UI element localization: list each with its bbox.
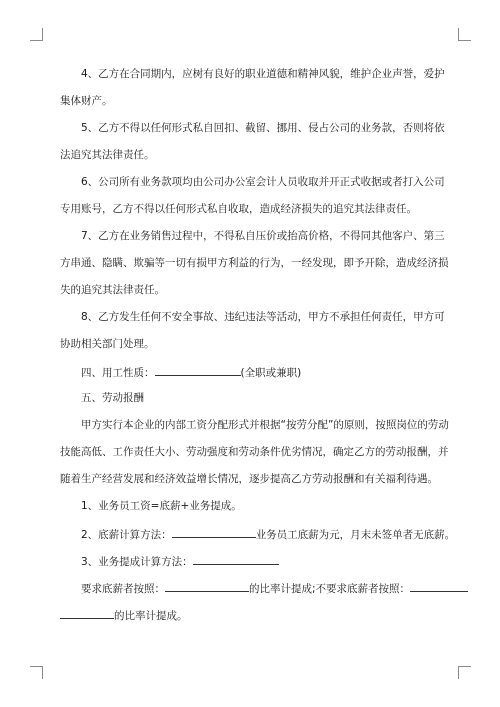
pay-paragraph-line-1: 甲方实行本企业的内部工资分配形式并根据“按劳分配”的原则，按照岗位的劳动 [81, 419, 449, 431]
rate-end-text: 的比率计提成。 [114, 610, 188, 622]
item-2-base-salary [81, 526, 455, 542]
section-4-employment-type [81, 364, 301, 380]
clause-4-line-1: 4、乙方在合同期内，应树有良好的职业道德和精神风貌，维护企业声誉，爱护 [81, 68, 445, 80]
section-5-title: 五、劳动报酬 [81, 392, 144, 404]
pay-paragraph-line-3: 随着生产经营发展和经济效益增长情况，逐步提高乙方劳动报酬和有关福利待遇。 [60, 473, 438, 485]
clause-5-line-1: 5、乙方不得以任何形式私自回扣、截留、挪用、侵占公司的业务款，否则将依 [81, 122, 445, 134]
clause-7-line-2: 方串通、隐瞒、欺骗等一切有损甲方利益的行为，一经发现，即予开除，造成经济损 [60, 257, 449, 269]
commission-rate-line-2 [60, 607, 188, 623]
clause-7-line-1: 7、乙方在业务销售过程中，不得私自压价或抬高价格，不得同其他客户、第三 [81, 230, 445, 242]
clause-6-line-2: 专用账号，乙方不得以任何形式私自收取，造成经济损失的追究其法律责任。 [60, 203, 417, 215]
crop-mark-top-right [458, 28, 471, 41]
clause-8-line-1: 8、乙方发生任何不安全事故、违纪违法等活动，甲方不承担任何责任，甲方可 [81, 311, 445, 323]
item-1-salary: 1、业务员工资=底薪+业务提成。 [81, 500, 242, 512]
rate-without-base-blank-part-1[interactable] [410, 580, 468, 592]
clause-6-line-1: 6、公司所有业务款项均由公司办公室会计人员收取并开正式收据或者打入公司 [81, 176, 445, 188]
employment-type-note: (全职或兼职) [240, 367, 302, 379]
crop-mark-bottom-left [30, 666, 43, 679]
commission-blank[interactable] [193, 553, 279, 565]
commission-label: 3、业务提成计算方法： [81, 556, 193, 568]
rate-without-base-label: 的比率计提成;不要求底薪者按照： [249, 583, 411, 595]
employment-type-blank[interactable] [155, 364, 241, 376]
clause-4-line-2: 集体财产。 [60, 95, 113, 107]
rate-with-base-label: 要求底薪者按照： [81, 583, 165, 595]
employment-type-label: 四、用工性质： [81, 367, 155, 379]
base-salary-blank[interactable] [172, 526, 256, 538]
item-3-commission [81, 553, 279, 569]
base-salary-rest: 业务员工底薪为元，月末未签单者无底薪。 [255, 529, 456, 541]
clause-8-line-2: 协助相关部门处理。 [60, 338, 155, 350]
base-salary-label: 2、底薪计算方法： [81, 529, 172, 541]
clause-7-line-3: 失的追究其法律责任。 [60, 284, 165, 296]
rate-without-base-blank-part-2[interactable] [60, 607, 114, 619]
rate-with-base-blank[interactable] [165, 580, 249, 592]
clause-5-line-2: 法追究其法律责任。 [60, 149, 155, 161]
commission-rate-line-1 [81, 580, 468, 596]
crop-mark-bottom-right [458, 666, 471, 679]
crop-mark-top-left [30, 28, 43, 41]
pay-paragraph-line-2: 技能高低、工作责任大小、劳动强度和劳动条件优劣情况，确定乙方的劳动报酬，并 [60, 446, 449, 458]
